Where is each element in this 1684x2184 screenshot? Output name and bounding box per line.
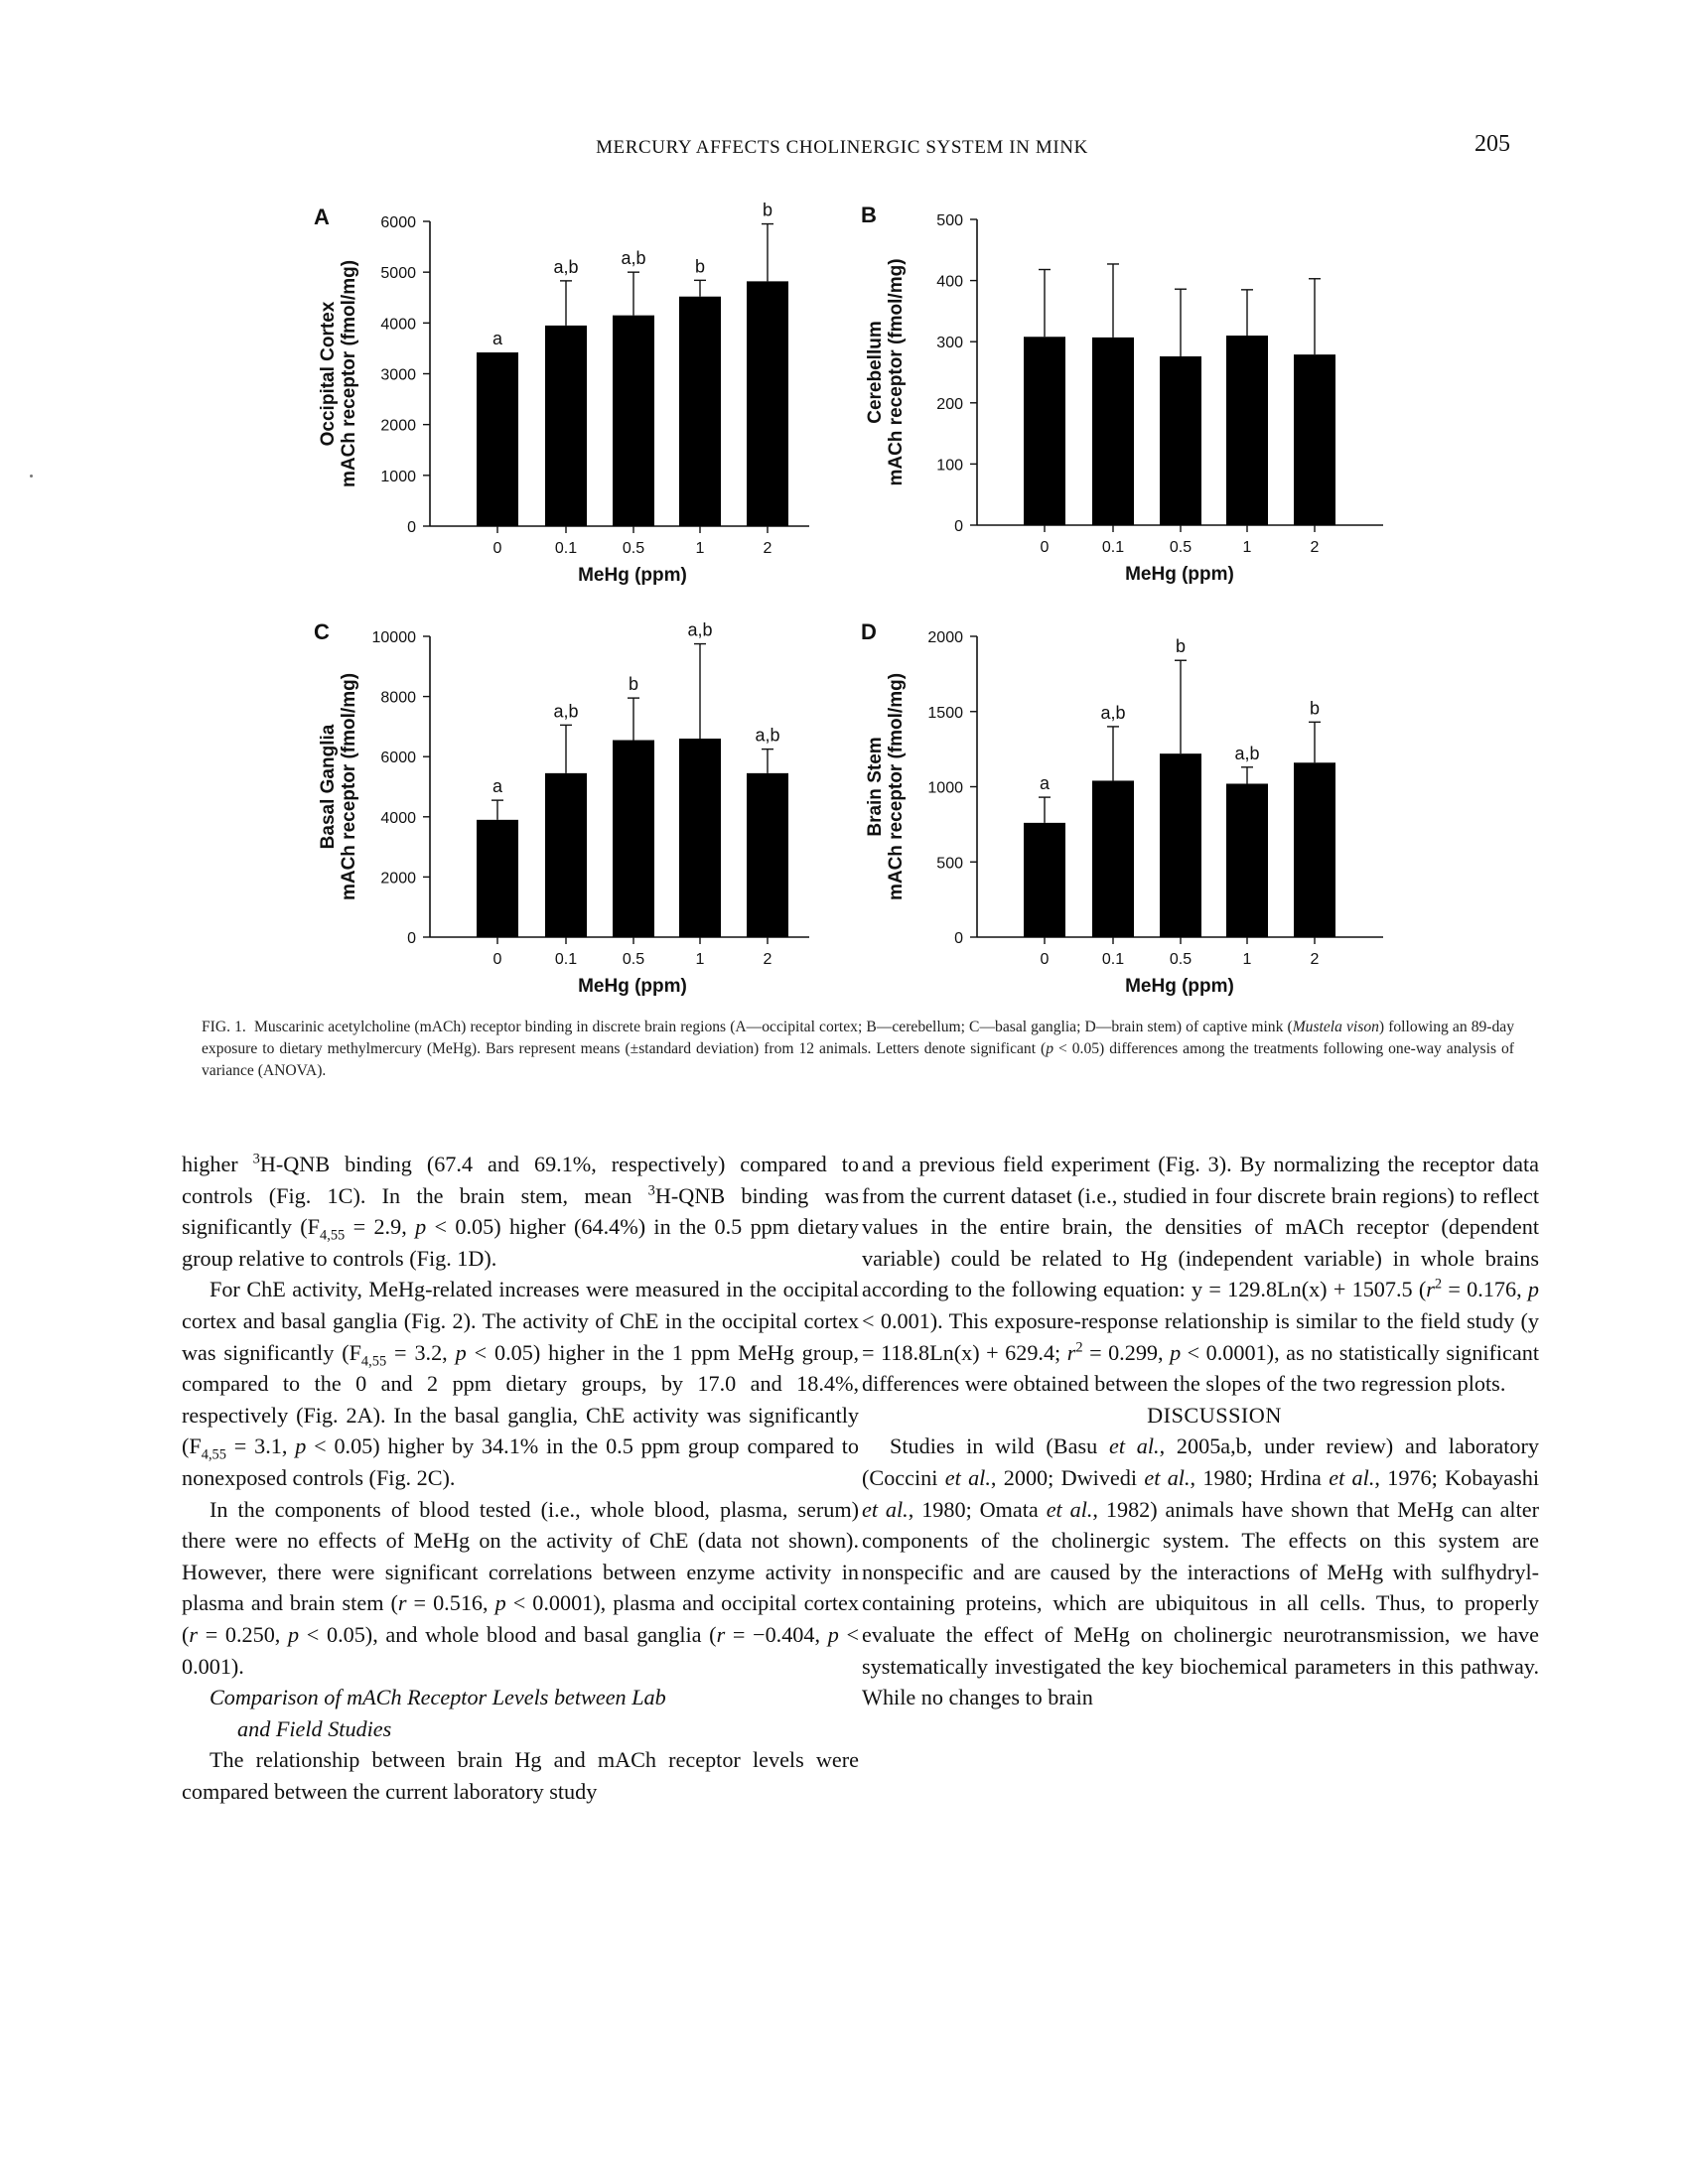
chart-panel-b — [861, 203, 1383, 585]
bar — [545, 326, 587, 526]
significance-letter: b — [762, 200, 773, 220]
x-axis-label: MeHg (ppm) — [1125, 564, 1234, 585]
chart-panel-d — [861, 619, 1383, 997]
chart-panel-c — [314, 619, 809, 997]
y-tick-label: 100 — [936, 457, 963, 475]
x-axis-label: MeHg (ppm) — [578, 565, 687, 586]
y-tick-label: 0 — [954, 518, 963, 535]
x-tick-label: 0 — [492, 951, 502, 968]
x-tick-label: 0.5 — [1169, 951, 1193, 968]
panel-letter: A — [314, 205, 330, 229]
caption-p: p — [1046, 1040, 1054, 1057]
y-tick-label: 1500 — [927, 704, 963, 722]
significance-letter: a,b — [553, 701, 579, 722]
y-tick-label: 500 — [936, 212, 963, 229]
x-tick-label: 1 — [695, 951, 705, 968]
x-tick-label: 1 — [1242, 539, 1252, 556]
caption-text-1: Muscarinic acetylcholine (mACh) receptor binding in discrete brain regions (A—occipital cortex; B—cerebellum; C—basal ganglia; D—brain stem) of captive mink ( — [253, 1019, 1293, 1035]
bar — [679, 739, 721, 937]
bar — [613, 316, 654, 526]
y-axis-label: mACh receptor (fmol/mg) — [886, 672, 908, 901]
bar — [1226, 783, 1268, 937]
caption-text-2: ) following an 89-day exposure to dietary methylmercury (MeHg). Bars represent means (±standard deviation) from 12 animals. Letters denote significant ( — [202, 1019, 1515, 1057]
caption-label: FIG. 1. — [202, 1019, 246, 1035]
y-tick-label: 8000 — [380, 689, 416, 707]
significance-letter: b — [628, 674, 639, 695]
y-tick-label: 500 — [936, 855, 963, 873]
bar — [1294, 354, 1335, 525]
y-axis-region-label: Basal Ganglia — [318, 724, 340, 850]
y-tick-label: 6000 — [380, 750, 416, 767]
y-axis-label: mACh receptor (fmol/mg) — [339, 259, 360, 488]
bar — [747, 773, 788, 937]
significance-letter: a — [491, 329, 503, 349]
y-axis-label: mACh receptor (fmol/mg) — [886, 258, 908, 486]
significance-letter: a,b — [553, 256, 579, 277]
figure-1 — [0, 0, 1684, 1023]
significance-letter: b — [1175, 636, 1187, 657]
x-tick-label: 0.1 — [554, 540, 578, 557]
y-tick-label: 400 — [936, 273, 963, 291]
paragraph: and a previous field experiment (Fig. 3). By normalizing the receptor data from the current dataset (i.e., studied in four discrete brain regions) to reflect values in the entire brain, the densities of mACh receptor (dependent variable) could be related to Hg (independent variable) in whole brains according to the following equation: y = 129.8Ln(x) + 1507.5 ($r^2 = 0.176$, p < 0.001). This exposure-response relationship is similar to the field study (y = 118.8Ln(x) + 629.4; $r^2 = 0.299$, p < 0.0001), as no statistically significant differences were obtained between the slopes of the two regression plots. — [862, 1152, 1539, 1397]
figure-caption — [202, 1017, 1514, 1082]
x-tick-label: 1 — [695, 540, 705, 557]
y-axis-region-label: Occipital Cortex — [318, 301, 340, 447]
x-tick-label: 0.5 — [622, 540, 645, 557]
left-column — [182, 1149, 859, 1807]
x-tick-label: 0.5 — [1169, 539, 1193, 556]
x-tick-label: 0 — [1040, 539, 1050, 556]
x-tick-label: 0.1 — [1101, 539, 1125, 556]
significance-letter: a,b — [1234, 743, 1260, 763]
significance-letter: a,b — [687, 619, 713, 640]
caption-text-3: < 0.05) differences among the treatments following one-way analysis of variance (ANOVA). — [202, 1040, 1514, 1079]
x-tick-label: 2 — [763, 540, 772, 557]
y-tick-label: 4000 — [380, 316, 416, 334]
y-tick-label: 6000 — [380, 214, 416, 231]
significance-letter: b — [694, 256, 706, 277]
y-tick-label: 300 — [936, 335, 963, 352]
y-tick-label: 4000 — [380, 809, 416, 827]
x-tick-label: 2 — [763, 951, 772, 968]
right-column — [862, 1149, 1539, 1713]
bar — [1294, 762, 1335, 937]
paragraph: The relationship between brain Hg and mACh receptor levels were compared between the current laboratory study — [182, 1747, 859, 1804]
bar — [613, 741, 654, 937]
page-number: 205 — [1474, 131, 1510, 157]
y-tick-label: 10000 — [371, 629, 416, 646]
y-tick-label: 2000 — [927, 629, 963, 646]
y-axis-label: mACh receptor (fmol/mg) — [339, 672, 360, 901]
y-tick-label: 0 — [407, 519, 416, 536]
panel-letter: C — [314, 619, 330, 644]
significance-letter: b — [1309, 698, 1321, 719]
paragraph: Studies in wild (Basu et al., 2005a,b, under review) and laboratory (Coccini et al., 2000; Dwivedi et al., 1980; Hrdina et al., 1976; Kobayashi et al., 1980; Omata et al., 1982) animals have shown that MeHg can alter components of the cholinergic system. The effects on this system are nonspecific and are caused by the interactions of MeHg with sulfhydryl-containing proteins, which are ubiquitous in all cells. Thus, to properly evaluate the effect of MeHg on cholinergic neurotransmission, we have systematically investigated the key biochemical parameters in this pathway. While no changes to brain — [862, 1433, 1540, 1710]
y-tick-label: 5000 — [380, 265, 416, 283]
x-tick-label: 2 — [1310, 539, 1320, 556]
bar — [1226, 336, 1268, 525]
x-tick-label: 0 — [492, 540, 502, 557]
bar — [1160, 356, 1201, 525]
significance-letter: a — [1039, 773, 1051, 794]
caption-species: Mustela vison — [1292, 1019, 1379, 1035]
y-tick-label: 1000 — [927, 779, 963, 797]
bar — [1024, 823, 1065, 937]
x-tick-label: 1 — [1242, 951, 1252, 968]
bar — [477, 352, 518, 526]
paragraph: In the components of blood tested (i.e., whole blood, plasma, serum) there were no effects of MeHg on the activity of ChE (data not shown). However, there were significant correlations between enzyme activity in plasma and brain stem (r = 0.516, p < 0.0001), plasma and occipital cortex (r = 0.250, p < 0.05), and whole blood and basal ganglia (r = −0.404, p < 0.001). — [182, 1496, 860, 1679]
bar — [545, 773, 587, 937]
section-heading: DISCUSSION — [1147, 1402, 1282, 1428]
panel-letter: D — [861, 619, 877, 644]
y-tick-label: 0 — [954, 930, 963, 947]
y-tick-label: 2000 — [380, 870, 416, 887]
bar — [477, 820, 518, 937]
y-axis-region-label: Brain Stem — [865, 737, 887, 837]
paragraph: higher $^3$H-QNB binding (67.4 and 69.1%, respectively) compared to controls (Fig. 1C). In the brain stem, mean $^3$H-QNB binding was significantly ($F_{4,55} = 2.9$, p < 0.05) higher (64.4%) in the 0.5 ppm dietary group relative to controls (Fig. 1D). — [182, 1151, 859, 1271]
subsection-heading: Comparison of mACh Receptor Levels between Lab and Field Studies — [210, 1685, 666, 1741]
x-axis-label: MeHg (ppm) — [1125, 976, 1234, 997]
bar — [1024, 337, 1065, 525]
chart-panel-a — [314, 201, 809, 586]
x-tick-label: 0.5 — [622, 951, 645, 968]
y-tick-label: 3000 — [380, 366, 416, 384]
significance-letter: a — [491, 776, 503, 797]
x-tick-label: 0 — [1040, 951, 1050, 968]
x-axis-label: MeHg (ppm) — [578, 976, 687, 997]
y-axis-region-label: Cerebellum — [865, 321, 887, 424]
panel-letter: B — [861, 203, 877, 227]
x-tick-label: 2 — [1310, 951, 1320, 968]
bar — [747, 281, 788, 526]
paragraph: For ChE activity, MeHg-related increases were measured in the occipital cortex and basal ganglia (Fig. 2). The activity of ChE in the occipital cortex was significantly ($F_{4,55} = 3.2$, p < 0.05) higher in the 1 ppm MeHg group, compared to the 0 and 2 ppm dietary groups, by 17.0 and 18.4%, respectively (Fig. 2A). In the basal ganglia, ChE activity was significantly ($F_{4,55} = 3.1$, p < 0.05) higher by 34.1% in the 0.5 ppm group compared to nonexposed controls (Fig. 2C). — [182, 1277, 859, 1490]
significance-letter: a,b — [621, 248, 646, 269]
x-tick-label: 0.1 — [554, 951, 578, 968]
bar — [1160, 753, 1201, 937]
y-tick-label: 0 — [407, 930, 416, 947]
significance-letter: a,b — [1100, 702, 1126, 723]
bar — [1092, 780, 1134, 937]
y-tick-label: 200 — [936, 395, 963, 413]
significance-letter: a,b — [755, 725, 780, 746]
y-tick-label: 1000 — [380, 468, 416, 485]
bar — [679, 297, 721, 526]
bar — [1092, 338, 1134, 525]
x-tick-label: 0.1 — [1101, 951, 1125, 968]
running-title: MERCURY AFFECTS CHOLINERGIC SYSTEM IN MINK — [596, 137, 1088, 158]
y-tick-label: 2000 — [380, 417, 416, 435]
